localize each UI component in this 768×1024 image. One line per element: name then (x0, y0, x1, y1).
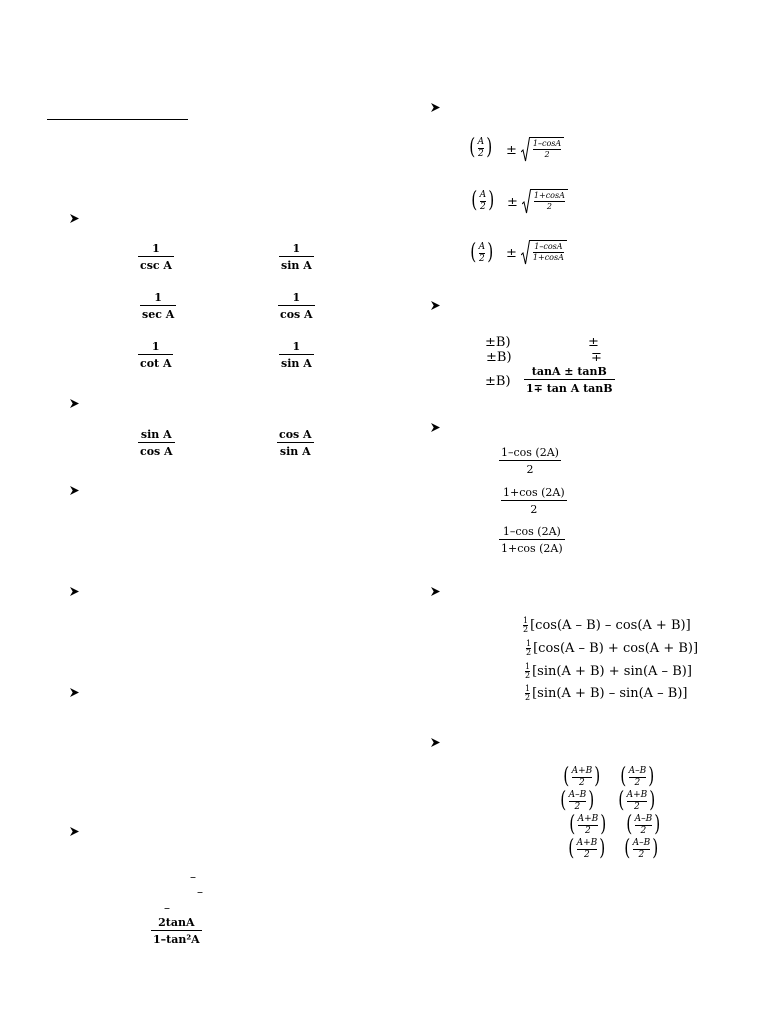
denominator: 2 (525, 693, 531, 702)
left-paren-glyph: ( (560, 788, 567, 813)
half-angle-radical (506, 137, 564, 163)
left-paren-glyph: ( (618, 788, 625, 813)
denominator: 1∓ tan A tanB (526, 382, 613, 395)
left-paren-glyph: ( (568, 836, 575, 861)
right-paren-glyph: ) (654, 812, 661, 837)
arrow-bullet-icon (70, 688, 79, 697)
numerator: 1–cos (2A) (501, 446, 559, 459)
product-to-sum-row (526, 640, 698, 657)
numerator: 1+cos (2A) (503, 486, 565, 499)
denominator: 2 (526, 463, 534, 476)
numerator: 1 (292, 340, 301, 353)
numerator: sin A (140, 428, 172, 441)
sum-diff-fragment: ±B) (485, 335, 511, 350)
denominator: 2 (479, 201, 486, 212)
sum-diff-sign: ± (588, 335, 599, 350)
half-angle-paren (470, 190, 496, 212)
sum-to-product-paren (567, 838, 607, 860)
denominator: cos A (140, 445, 173, 458)
denominator: cos A (280, 308, 313, 321)
right-paren-glyph: ) (487, 240, 494, 265)
sum-to-product-paren (562, 766, 602, 788)
sum-diff-fragment: ±B) (485, 374, 511, 389)
reciprocal-fraction (138, 341, 173, 369)
numerator: 2tanA (158, 916, 195, 929)
denominator: 2 (579, 777, 585, 788)
right-paren-glyph: ) (588, 788, 595, 813)
right-paren-glyph: ) (600, 812, 607, 837)
numerator: A–B (628, 765, 647, 776)
formula-text: [cos(A – B) – cos(A + B)] (530, 618, 691, 633)
header-underline (47, 119, 188, 120)
numerator: 1 (525, 662, 531, 671)
denominator: 2 (640, 825, 647, 836)
numerator: 1 (292, 242, 301, 255)
tan-sum-fraction (524, 366, 615, 394)
formula-text: [sin(A + B) + sin(A – B)] (532, 664, 692, 679)
left-paren-glyph: ( (563, 764, 570, 789)
quotient-fraction (138, 429, 175, 457)
sum-diff-fragment: ±B) (486, 350, 512, 365)
reciprocal-fraction (279, 341, 314, 369)
minus-sign: – (197, 885, 203, 899)
arrow-bullet-icon (70, 827, 79, 836)
denominator: 2 (477, 148, 484, 159)
radical-sign-icon (521, 137, 530, 163)
arrow-bullet-icon (431, 103, 440, 112)
right-paren-glyph: ) (652, 836, 659, 861)
numerator: 1–cos (2A) (502, 525, 561, 538)
sum-to-product-paren (568, 814, 608, 836)
sum-to-product-paren (619, 766, 656, 788)
left-paren-glyph: ( (620, 764, 627, 789)
denominator: 2 (526, 648, 532, 657)
arrow-bullet-icon (70, 214, 79, 223)
quotient-fraction (277, 429, 314, 457)
denominator: 2 (546, 202, 552, 211)
plus-minus-sign: ± (506, 245, 517, 261)
one-half (525, 663, 530, 680)
square-root (521, 137, 564, 163)
reciprocal-fraction (140, 292, 176, 320)
denominator: sin A (281, 259, 312, 272)
numerator: 1 (154, 291, 162, 304)
denominator: 2 (523, 625, 529, 634)
numerator: 1 (526, 639, 532, 648)
denominator: 1+cos (2A) (501, 542, 563, 555)
left-paren-glyph: ( (470, 240, 477, 265)
left-paren-glyph: ( (624, 836, 631, 861)
numerator: tanA ± tanB (531, 365, 607, 378)
arrow-bullet-icon (70, 587, 79, 596)
sum-to-product-paren (617, 790, 657, 812)
denominator: 2 (634, 801, 640, 812)
sum-diff-sign: ∓ (591, 350, 602, 365)
numerator: A+B (576, 837, 598, 848)
denominator: 2 (544, 150, 550, 159)
product-to-sum-row (525, 685, 688, 702)
half-angle-radical (506, 240, 567, 266)
plus-minus-sign: ± (506, 142, 517, 158)
formula-text: [sin(A + B) – sin(A – B)] (532, 686, 688, 701)
left-paren-glyph: ( (471, 188, 478, 213)
denominator: 2 (478, 253, 485, 264)
reciprocal-fraction (278, 292, 315, 320)
numerator: 1 (523, 616, 529, 625)
arrow-bullet-icon (431, 423, 440, 432)
radical-sign-icon (521, 240, 530, 266)
numerator: 1 (292, 291, 301, 304)
power-reduction-fraction (501, 487, 567, 515)
numerator: cos A (279, 428, 312, 441)
right-paren-glyph: ) (648, 764, 655, 789)
power-reduction-fraction (499, 526, 565, 554)
right-paren-glyph: ) (594, 764, 601, 789)
denominator: sec A (142, 308, 175, 321)
denominator: 1–tan²A (153, 933, 200, 946)
reciprocal-fraction (138, 243, 174, 271)
numerator: A (479, 189, 487, 200)
denominator: 2 (530, 503, 538, 516)
sum-to-product-paren (623, 838, 660, 860)
denominator: 2 (574, 801, 581, 812)
left-paren-glyph: ( (469, 135, 476, 160)
double-angle-tan-fraction (151, 917, 202, 945)
numerator: A (478, 241, 486, 252)
arrow-bullet-icon (431, 738, 440, 747)
square-root (522, 189, 568, 215)
numerator: 1–cosA (534, 242, 563, 251)
formula-text: [cos(A – B) + cos(A + B)] (533, 641, 699, 656)
numerator: 1–cosA (532, 139, 562, 148)
numerator: A+B (571, 765, 593, 776)
half-angle-paren (469, 242, 495, 264)
numerator: 1+cosA (533, 191, 565, 200)
numerator: A–B (632, 837, 651, 848)
numerator: A–B (634, 813, 653, 824)
one-half (526, 640, 531, 657)
denominator: cot A (140, 357, 172, 370)
denominator: 2 (634, 777, 641, 788)
left-paren-glyph: ( (569, 812, 576, 837)
numerator: A (477, 136, 485, 147)
denominator: 2 (585, 825, 591, 836)
product-to-sum-row (525, 663, 692, 680)
denominator: csc A (140, 259, 172, 272)
sum-to-product-paren (625, 814, 662, 836)
arrow-bullet-icon (70, 486, 79, 495)
numerator: 1 (525, 684, 531, 693)
denominator: 2 (525, 671, 531, 680)
one-half (523, 617, 528, 634)
denominator: sin A (279, 445, 311, 458)
left-paren-glyph: ( (626, 812, 633, 837)
denominator: 1+cosA (532, 253, 564, 262)
numerator: A–B (568, 789, 587, 800)
right-paren-glyph: ) (488, 188, 495, 213)
minus-sign: – (190, 870, 196, 884)
right-paren-glyph: ) (649, 788, 656, 813)
numerator: A+B (626, 789, 648, 800)
numerator: 1 (152, 242, 160, 255)
denominator: 2 (584, 849, 590, 860)
arrow-bullet-icon (431, 301, 440, 310)
radical-sign-icon (522, 189, 531, 215)
product-to-sum-row (523, 617, 691, 634)
numerator: 1 (151, 340, 160, 353)
power-reduction-fraction (499, 447, 561, 475)
right-paren-glyph: ) (599, 836, 606, 861)
half-angle-paren (468, 137, 494, 159)
half-angle-radical (507, 189, 568, 215)
arrow-bullet-icon (70, 399, 79, 408)
minus-sign: – (164, 901, 170, 915)
sum-to-product-paren (559, 790, 596, 812)
denominator: sin A (281, 357, 312, 370)
plus-minus-sign: ± (507, 194, 518, 210)
square-root (521, 240, 567, 266)
one-half (525, 685, 530, 702)
denominator: 2 (638, 849, 645, 860)
reciprocal-fraction (279, 243, 314, 271)
right-paren-glyph: ) (486, 135, 493, 160)
arrow-bullet-icon (431, 587, 440, 596)
numerator: A+B (577, 813, 599, 824)
